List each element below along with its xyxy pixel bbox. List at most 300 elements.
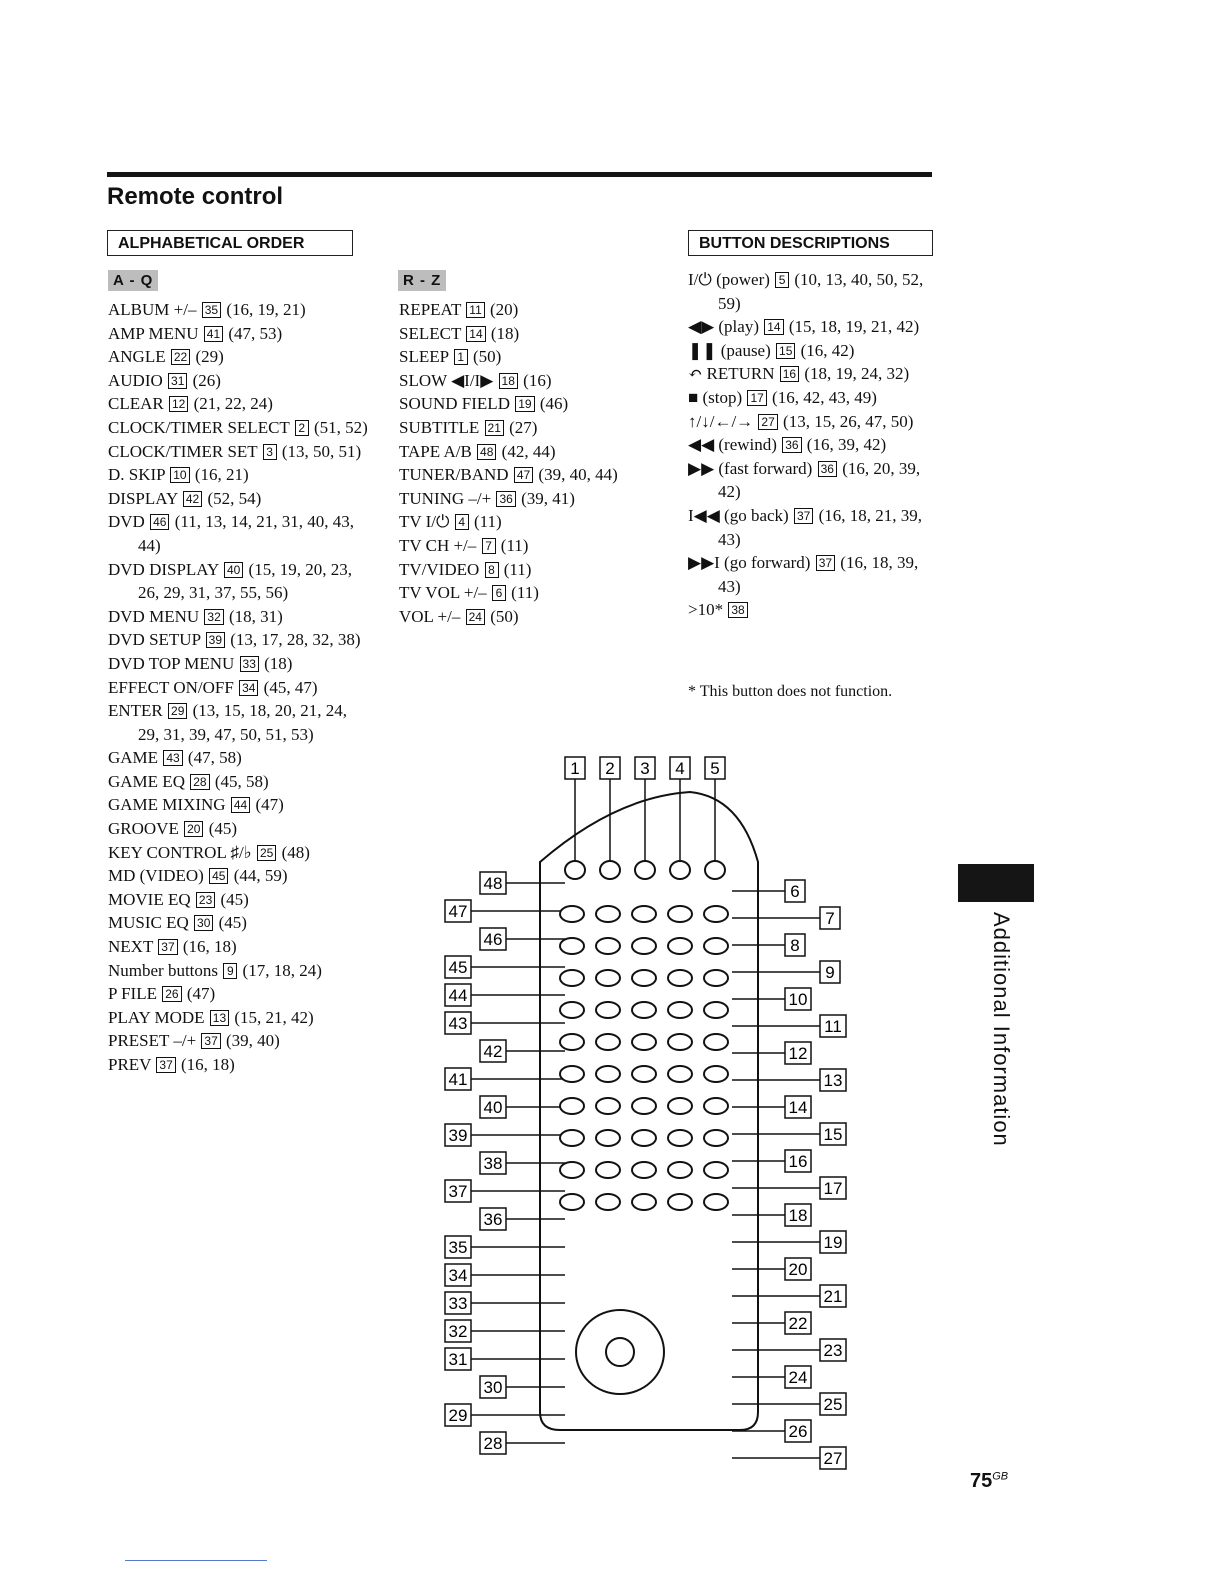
button-number-badge: 14 <box>764 319 783 335</box>
callout-number: 35 <box>448 1238 468 1257</box>
index-entry <box>108 864 370 888</box>
callout-number: 26 <box>788 1422 808 1441</box>
entry-page-refs: (45, 58) <box>214 771 269 791</box>
entry-page-refs: (47, 58) <box>187 748 242 768</box>
index-entry <box>108 392 370 416</box>
index-entry <box>399 392 649 416</box>
button-number-badge: 37 <box>794 508 813 524</box>
index-entry <box>688 410 938 434</box>
button-number-badge: 8 <box>485 562 499 578</box>
entry-page-refs: (13, 17, 28, 32, 38) <box>230 630 361 650</box>
entry-label: >10* <box>688 600 724 620</box>
entry-label: TV CH +/– <box>399 535 477 555</box>
entry-page-refs: (45) <box>220 889 249 909</box>
entry-label: ↑/↓/←/→ <box>688 411 754 431</box>
index-entry <box>399 510 649 534</box>
index-entry <box>399 534 649 558</box>
button-descriptions-list <box>688 268 938 622</box>
remote-button <box>565 861 585 879</box>
entry-page-refs: (16, 19, 21) <box>226 300 306 319</box>
button-descriptions-header: BUTTON DESCRIPTIONS <box>688 230 933 256</box>
callout-number: 15 <box>823 1125 843 1144</box>
callout-number: 41 <box>448 1070 468 1089</box>
remote-button <box>632 1130 656 1146</box>
remote-button <box>668 1066 692 1082</box>
index-entry <box>399 369 649 393</box>
button-number-badge: 36 <box>782 437 801 453</box>
entry-page-refs: (16, 20, 39, 42) <box>718 458 921 502</box>
callout-number: 12 <box>788 1044 808 1063</box>
index-entry <box>108 440 370 464</box>
callout-number: 20 <box>788 1260 808 1279</box>
index-entry <box>399 322 649 346</box>
index-entry <box>688 315 938 339</box>
index-list-r-z <box>399 298 649 628</box>
callout-number: 46 <box>483 930 503 949</box>
entry-page-refs: (50) <box>472 347 502 367</box>
entry-label: ENTER <box>108 701 163 721</box>
entry-label: ANGLE <box>108 347 166 367</box>
callout-number: 28 <box>483 1434 503 1453</box>
entry-page-refs: (16, 42, 43, 49) <box>772 387 877 407</box>
entry-page-refs: (10, 13, 40, 50, 52, 59) <box>718 270 924 313</box>
remote-button <box>560 1002 584 1018</box>
entry-label: TV I/⏻ <box>399 512 450 532</box>
callout-number: 9 <box>825 963 835 982</box>
callout-number: 16 <box>788 1152 808 1171</box>
remote-button <box>596 938 620 954</box>
callout-number: 37 <box>448 1182 468 1201</box>
remote-button <box>632 1066 656 1082</box>
index-entry <box>108 841 370 865</box>
entry-label: TV/VIDEO <box>399 559 480 579</box>
button-number-badge: 45 <box>209 868 228 884</box>
callout-number: 17 <box>823 1179 843 1198</box>
callout-number: 5 <box>710 759 720 778</box>
entry-label: D. SKIP <box>108 465 165 485</box>
index-entry <box>108 298 370 322</box>
entry-page-refs: (15, 21, 42) <box>234 1007 314 1027</box>
entry-label: AMP MENU <box>108 323 199 343</box>
button-number-badge: 27 <box>758 414 777 430</box>
entry-label: ❚❚ (pause) <box>688 340 771 360</box>
index-entry <box>688 598 938 622</box>
index-entry <box>688 268 938 315</box>
entry-label: GAME EQ <box>108 771 185 791</box>
entry-label: MOVIE EQ <box>108 889 191 909</box>
remote-button <box>632 1194 656 1210</box>
button-number-badge: 40 <box>224 562 243 578</box>
remote-button <box>632 1162 656 1178</box>
button-number-badge: 10 <box>170 467 189 483</box>
index-list-a-q <box>108 298 370 1077</box>
button-number-badge: 44 <box>231 797 250 813</box>
entry-label: EFFECT ON/OFF <box>108 677 234 697</box>
footer-line <box>125 1560 267 1561</box>
remote-button <box>705 861 725 879</box>
index-entry <box>108 746 370 770</box>
entry-label: REPEAT <box>399 300 462 319</box>
button-number-badge: 37 <box>816 555 835 571</box>
button-number-badge: 22 <box>171 349 190 365</box>
button-number-badge: 29 <box>168 703 187 719</box>
button-number-badge: 11 <box>466 302 484 318</box>
callout-number: 33 <box>448 1294 468 1313</box>
entry-page-refs: (42, 44) <box>501 441 556 461</box>
remote-button <box>632 938 656 954</box>
entry-label: DISPLAY <box>108 488 178 508</box>
callout-number: 19 <box>823 1233 843 1252</box>
button-number-badge: 37 <box>201 1033 220 1049</box>
entry-page-refs: (20) <box>490 300 519 319</box>
entry-page-refs: (45) <box>208 819 238 839</box>
entry-label: ALBUM +/– <box>108 300 197 319</box>
entry-page-refs: (18) <box>264 653 293 673</box>
tag-a-q: A - Q <box>108 270 158 291</box>
button-number-badge: 3 <box>263 444 277 460</box>
button-number-badge: 33 <box>240 656 259 672</box>
entry-label: GROOVE <box>108 819 179 839</box>
callout-number: 44 <box>448 986 468 1005</box>
button-number-badge: 36 <box>496 491 515 507</box>
index-entry <box>399 298 649 322</box>
button-number-badge: 21 <box>485 420 504 436</box>
entry-label: MD (VIDEO) <box>108 866 204 886</box>
index-entry <box>108 676 370 700</box>
button-number-badge: 30 <box>194 915 213 931</box>
remote-button <box>704 970 728 986</box>
button-number-badge: 39 <box>206 632 225 648</box>
button-number-badge: 46 <box>150 514 169 530</box>
callout-number: 1 <box>570 759 580 778</box>
entry-label: CLOCK/TIMER SET <box>108 441 258 461</box>
entry-label: TUNING –/+ <box>399 488 492 508</box>
entry-label: PREV <box>108 1055 152 1074</box>
index-entry <box>108 982 370 1006</box>
footnote: * This button does not function. <box>688 683 893 700</box>
remote-button <box>596 1194 620 1210</box>
remote-button <box>596 906 620 922</box>
index-entry <box>108 463 370 487</box>
entry-label: AUDIO <box>108 370 163 390</box>
callout-number: 13 <box>823 1071 843 1090</box>
entry-label: ◀◀ (rewind) <box>688 435 777 455</box>
remote-button <box>560 1162 584 1178</box>
button-number-badge: 32 <box>204 609 223 625</box>
page-title: Remote control <box>107 183 284 210</box>
remote-button <box>560 1130 584 1146</box>
entry-label: GAME <box>108 748 159 768</box>
index-entry <box>688 457 938 504</box>
button-number-badge: 18 <box>499 373 518 389</box>
remote-button <box>560 1194 584 1210</box>
entry-page-refs: (11) <box>500 535 529 555</box>
button-number-badge: 47 <box>514 467 533 483</box>
remote-button <box>632 1098 656 1114</box>
entry-page-refs: (11) <box>473 512 502 532</box>
remote-button <box>668 970 692 986</box>
callout-number: 3 <box>640 759 650 778</box>
remote-button <box>668 1194 692 1210</box>
callout-number: 36 <box>483 1210 503 1229</box>
entry-page-refs: (13, 15, 18, 20, 21, 24, 29, 31, 39, 47, 50, 51, 53) <box>138 701 348 744</box>
button-number-badge: 25 <box>257 845 276 861</box>
entry-page-refs: (17, 18, 24) <box>242 960 322 980</box>
remote-control-diagram <box>440 752 850 1468</box>
index-entry <box>399 581 649 605</box>
index-entry <box>108 817 370 841</box>
callout-number: 23 <box>823 1341 843 1360</box>
button-number-badge: 26 <box>162 986 181 1002</box>
button-number-badge: 17 <box>747 390 766 406</box>
remote-button <box>704 1162 728 1178</box>
remote-button <box>704 1130 728 1146</box>
entry-label: ◀▶ (play) <box>688 317 759 337</box>
remote-button <box>668 906 692 922</box>
entry-page-refs: (51, 52) <box>314 417 368 437</box>
entry-label: CLEAR <box>108 394 164 414</box>
index-entry <box>108 345 370 369</box>
remote-button <box>596 970 620 986</box>
tag-r-z: R - Z <box>398 270 446 291</box>
entry-label: DVD DISPLAY <box>108 559 219 579</box>
remote-button <box>668 1162 692 1178</box>
index-entry <box>108 652 370 676</box>
index-entry <box>399 463 649 487</box>
index-entry <box>108 416 370 440</box>
button-number-badge: 12 <box>169 396 188 412</box>
entry-page-refs: (16, 39, 42) <box>806 435 887 455</box>
entry-label: SLOW ◀I/I▶ <box>399 370 494 390</box>
button-number-badge: 9 <box>223 963 237 979</box>
button-number-badge: 38 <box>728 602 747 618</box>
entry-label: SUBTITLE <box>399 417 480 437</box>
callout-number: 39 <box>448 1126 468 1145</box>
page-number: $75^{GB}$ <box>970 1470 1009 1492</box>
remote-button <box>596 1066 620 1082</box>
remote-button <box>600 861 620 879</box>
index-entry <box>108 959 370 983</box>
callout-number: 2 <box>605 759 615 778</box>
remote-button <box>560 1034 584 1050</box>
index-entry <box>688 362 938 386</box>
button-number-badge: 7 <box>482 538 496 554</box>
entry-label: PLAY MODE <box>108 1007 205 1027</box>
entry-label: I/⏻ (power) <box>688 270 770 289</box>
alphabetical-order-header: ALPHABETICAL ORDER <box>107 230 353 256</box>
button-number-badge: 19 <box>515 396 534 412</box>
callout-number: 14 <box>788 1098 808 1117</box>
index-entry <box>108 1029 370 1053</box>
remote-button <box>560 1098 584 1114</box>
entry-label: NEXT <box>108 937 154 957</box>
remote-button <box>704 1194 728 1210</box>
entry-page-refs: (45, 47) <box>263 677 318 697</box>
index-entry <box>108 510 370 557</box>
entry-page-refs: (47) <box>255 795 284 815</box>
entry-page-refs: (39, 41) <box>521 488 575 508</box>
remote-button <box>670 861 690 879</box>
callout-number: 22 <box>788 1314 808 1333</box>
callout-number: 47 <box>448 902 468 921</box>
button-number-badge: 6 <box>492 585 506 601</box>
index-entry <box>108 888 370 912</box>
callout-number: 4 <box>675 759 685 778</box>
header-rule <box>107 172 932 177</box>
button-number-badge: 13 <box>210 1010 229 1026</box>
entry-label: ▶▶I (go forward) <box>688 553 811 573</box>
index-entry <box>108 322 370 346</box>
index-entry <box>688 433 938 457</box>
button-number-badge: 28 <box>190 774 209 790</box>
entry-page-refs: (52, 54) <box>207 488 262 508</box>
entry-label: VOL +/– <box>399 606 461 626</box>
button-number-badge: 48 <box>477 444 496 460</box>
index-entry <box>108 1053 370 1077</box>
entry-label: TAPE A/B <box>399 441 472 461</box>
remote-button <box>704 938 728 954</box>
remote-button <box>668 1098 692 1114</box>
index-entry <box>108 699 370 746</box>
entry-page-refs: (50) <box>490 606 519 626</box>
entry-page-refs: (18, 31) <box>229 606 283 626</box>
button-number-badge: 41 <box>204 326 223 342</box>
callout-number: 27 <box>823 1449 843 1468</box>
entry-page-refs: (26) <box>192 370 221 390</box>
index-entry <box>399 416 649 440</box>
remote-button <box>668 1002 692 1018</box>
button-number-badge: 36 <box>818 461 837 477</box>
entry-label: P FILE <box>108 984 157 1004</box>
callout-number: 7 <box>825 909 835 928</box>
remote-button <box>596 1162 620 1178</box>
index-entry <box>108 605 370 629</box>
entry-page-refs: (47) <box>186 984 216 1004</box>
entry-page-refs: (39, 40, 44) <box>538 465 618 485</box>
remote-button <box>560 1066 584 1082</box>
callout-number: 40 <box>483 1098 503 1117</box>
callout-number: 34 <box>448 1266 468 1285</box>
entry-label: Number buttons <box>108 960 219 980</box>
entry-page-refs: (16, 42) <box>800 340 855 360</box>
callout-number: 38 <box>483 1154 503 1173</box>
callout-number: 10 <box>788 990 808 1009</box>
entry-page-refs: (16, 18, 39, 43) <box>718 553 919 596</box>
entry-page-refs: (16, 21) <box>194 465 249 485</box>
entry-label: DVD <box>108 512 145 532</box>
button-number-badge: 43 <box>163 750 182 766</box>
button-number-badge: 24 <box>466 609 485 625</box>
entry-page-refs: (27) <box>509 417 538 437</box>
remote-button <box>668 1130 692 1146</box>
entry-label: ■ (stop) <box>688 387 743 407</box>
index-entry <box>688 551 938 598</box>
entry-label: TV VOL +/– <box>399 583 487 603</box>
index-entry <box>399 558 649 582</box>
remote-button <box>704 1066 728 1082</box>
entry-page-refs: (46) <box>539 394 569 414</box>
button-number-badge: 2 <box>295 420 309 436</box>
remote-button <box>635 861 655 879</box>
callout-number: 48 <box>483 874 503 893</box>
entry-label: TUNER/BAND <box>399 465 509 485</box>
button-number-badge: 1 <box>454 349 468 365</box>
remote-button <box>560 970 584 986</box>
callout-number: 29 <box>448 1406 468 1425</box>
callout-number: 8 <box>790 936 800 955</box>
entry-page-refs: (18) <box>490 323 520 343</box>
index-entry <box>108 628 370 652</box>
callout-number: 24 <box>788 1368 808 1387</box>
entry-page-refs: (16) <box>523 370 552 390</box>
remote-button <box>596 1098 620 1114</box>
index-entry <box>688 339 938 363</box>
callout-number: 6 <box>790 882 800 901</box>
callout-number: 31 <box>448 1350 468 1369</box>
index-entry <box>108 558 370 605</box>
entry-page-refs: (13, 50, 51) <box>281 441 362 461</box>
button-number-badge: 15 <box>776 343 795 359</box>
entry-label: ↶ RETURN <box>688 364 775 384</box>
index-entry <box>688 504 938 551</box>
remote-button <box>704 906 728 922</box>
entry-page-refs: (16, 18) <box>182 937 237 957</box>
index-entry <box>108 793 370 817</box>
remote-button <box>606 1338 634 1366</box>
entry-label: KEY CONTROL ♯/♭ <box>108 842 252 862</box>
remote-button <box>632 906 656 922</box>
section-tab <box>958 864 1034 902</box>
index-entry <box>688 386 938 410</box>
remote-button <box>668 1034 692 1050</box>
entry-page-refs: (48) <box>281 842 310 862</box>
entry-label: SLEEP <box>399 347 449 367</box>
entry-label: SOUND FIELD <box>399 394 510 414</box>
callout-number: 25 <box>823 1395 843 1414</box>
entry-page-refs: (44, 59) <box>233 866 288 886</box>
index-entry <box>108 487 370 511</box>
entry-label: DVD MENU <box>108 606 200 626</box>
callout-number: 18 <box>788 1206 808 1225</box>
index-entry <box>399 440 649 464</box>
callout-number: 43 <box>448 1014 468 1033</box>
entry-page-refs: (11) <box>511 583 539 603</box>
index-entry <box>108 911 370 935</box>
entry-page-refs: (29) <box>195 347 224 367</box>
entry-page-refs: (16, 18) <box>181 1055 235 1074</box>
index-entry <box>399 345 649 369</box>
entry-page-refs: (18, 19, 24, 32) <box>804 364 910 384</box>
entry-label: ▶▶ (fast forward) <box>688 458 813 478</box>
callout-number: 42 <box>483 1042 503 1061</box>
remote-button <box>704 1098 728 1114</box>
remote-button <box>560 906 584 922</box>
remote-button <box>668 938 692 954</box>
button-number-badge: 34 <box>239 680 258 696</box>
remote-button <box>596 1130 620 1146</box>
index-entry <box>399 487 649 511</box>
remote-button <box>596 1034 620 1050</box>
index-entry <box>108 770 370 794</box>
remote-button <box>632 1034 656 1050</box>
entry-label: GAME MIXING <box>108 795 226 815</box>
entry-label: I◀◀ (go back) <box>688 505 789 525</box>
entry-page-refs: (11) <box>503 559 532 579</box>
button-number-badge: 5 <box>775 272 789 288</box>
entry-page-refs: (11, 13, 14, 21, 31, 40, 43, 44) <box>138 512 354 555</box>
remote-button <box>632 970 656 986</box>
remote-button <box>560 938 584 954</box>
